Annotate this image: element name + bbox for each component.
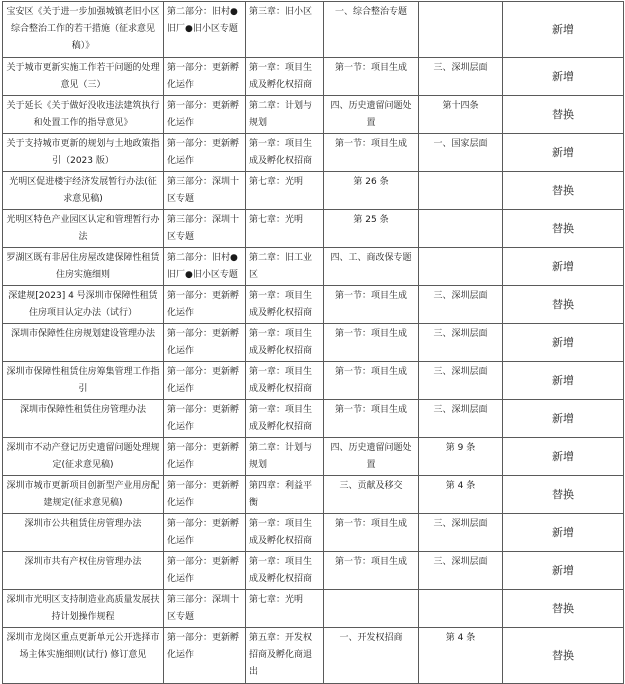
part-cell: 第二部分：旧村●旧厂●旧小区专题 — [164, 248, 246, 286]
section-cell: 第一节：项目生成 — [324, 134, 419, 172]
part-cell: 第一部分：更新孵化运作 — [164, 552, 246, 590]
status-cell: 新增 — [503, 134, 624, 172]
item-cell — [419, 248, 503, 286]
status-cell: 新增 — [503, 58, 624, 96]
status-cell: 新增 — [503, 324, 624, 362]
table-row — [3, 96, 624, 134]
part-cell: 第一部分：更新孵化运作 — [164, 286, 246, 324]
item-cell: 三、深圳层面 — [419, 400, 503, 438]
chapter-cell: 第一章：项目生成及孵化权招商 — [246, 400, 324, 438]
part-cell: 第一部分：更新孵化运作 — [164, 476, 246, 514]
part-cell: 第一部分：更新孵化运作 — [164, 400, 246, 438]
chapter-cell: 第一章：项目生成及孵化权招商 — [246, 286, 324, 324]
status-cell: 替换 — [503, 628, 624, 684]
chapter-cell: 第二章：旧工业区 — [246, 248, 324, 286]
chapter-cell: 第三章：旧小区 — [246, 2, 324, 58]
table-row — [3, 172, 624, 210]
table-row — [3, 58, 624, 96]
item-cell: 第十四条 — [419, 96, 503, 134]
part-cell: 第一部分：更新孵化运作 — [164, 324, 246, 362]
section-cell: 第一节：项目生成 — [324, 324, 419, 362]
law-name-cell: 深圳市龙岗区重点更新单元公开选择市场主体实施细则(试行) 修订意见 — [3, 628, 164, 684]
law-name-cell: 深圳市保障性租赁住房筹集管理工作指引 — [3, 362, 164, 400]
part-cell: 第一部分：更新孵化运作 — [164, 362, 246, 400]
status-cell: 新增 — [503, 248, 624, 286]
section-cell: 第一节：项目生成 — [324, 400, 419, 438]
status-cell: 替换 — [503, 210, 624, 248]
law-name-cell: 宝安区《关于进一步加强城镇老旧小区综合整治工作的若干措施（征求意见稿）》 — [3, 2, 164, 58]
part-cell: 第三部分：深圳十区专题 — [164, 172, 246, 210]
item-cell: 第 4 条 — [419, 476, 503, 514]
law-name-cell: 关于延长《关于做好没收违法建筑执行和处置工作的指导意见》 — [3, 96, 164, 134]
item-cell: 三、深圳层面 — [419, 514, 503, 552]
law-name-cell: 光明区特色产业园区认定和管理暂行办法 — [3, 210, 164, 248]
status-cell: 新增 — [503, 552, 624, 590]
chapter-cell: 第七章：光明 — [246, 172, 324, 210]
law-name-cell: 深圳市保障性租赁住房管理办法 — [3, 400, 164, 438]
chapter-cell: 第一章：项目生成及孵化权招商 — [246, 58, 324, 96]
chapter-cell: 第四章：利益平衡 — [246, 476, 324, 514]
chapter-cell: 第二章：计划与规划 — [246, 96, 324, 134]
law-name-cell: 深圳市公共租赁住房管理办法 — [3, 514, 164, 552]
part-cell: 第一部分：更新孵化运作 — [164, 134, 246, 172]
status-cell: 替换 — [503, 476, 624, 514]
section-cell: 第一节：项目生成 — [324, 362, 419, 400]
table-row — [3, 400, 624, 438]
law-name-cell: 深圳市光明区支持制造业高质量发展扶持计划操作规程 — [3, 590, 164, 628]
table-row — [3, 628, 624, 684]
item-cell: 第 4 条 — [419, 628, 503, 684]
part-cell: 第一部分：更新孵化运作 — [164, 514, 246, 552]
item-cell: 三、深圳层面 — [419, 362, 503, 400]
law-name-cell: 关于城市更新实施工作若干问题的处理意见（三） — [3, 58, 164, 96]
part-cell: 第一部分：更新孵化运作 — [164, 438, 246, 476]
section-cell: 三、贡献及移交 — [324, 476, 419, 514]
status-cell: 替换 — [503, 590, 624, 628]
law-name-cell: 罗湖区既有非居住房屋改建保障性租赁住房实施细则 — [3, 248, 164, 286]
table-row — [3, 134, 624, 172]
status-cell: 替换 — [503, 286, 624, 324]
chapter-cell: 第一章：项目生成及孵化权招商 — [246, 362, 324, 400]
table-row — [3, 324, 624, 362]
chapter-cell: 第五章：开发权招商及孵化商退出 — [246, 628, 324, 684]
section-cell: 第一节：项目生成 — [324, 286, 419, 324]
table-row — [3, 514, 624, 552]
table-row — [3, 362, 624, 400]
chapter-cell: 第一章：项目生成及孵化权招商 — [246, 552, 324, 590]
section-cell: 第 25 条 — [324, 210, 419, 248]
section-cell: 第一节：项目生成 — [324, 58, 419, 96]
status-cell: 替换 — [503, 172, 624, 210]
item-cell: 三、深圳层面 — [419, 552, 503, 590]
law-name-cell: 关于支持城市更新的规划与土地政策指引（2023 版） — [3, 134, 164, 172]
item-cell: 一、国家层面 — [419, 134, 503, 172]
table-row — [3, 210, 624, 248]
part-cell: 第二部分：旧村●旧厂●旧小区专题 — [164, 2, 246, 58]
chapter-cell: 第一章：项目生成及孵化权招商 — [246, 324, 324, 362]
law-name-cell: 深圳市保障性住房规划建设管理办法 — [3, 324, 164, 362]
law-name-cell: 光明区促进楼宇经济发展暂行办法(征求意见稿) — [3, 172, 164, 210]
status-cell: 替换 — [503, 96, 624, 134]
table-row — [3, 2, 624, 58]
status-cell: 新增 — [503, 400, 624, 438]
table-row — [3, 286, 624, 324]
table-row — [3, 248, 624, 286]
chapter-cell: 第一章：项目生成及孵化权招商 — [246, 134, 324, 172]
part-cell: 第一部分：更新孵化运作 — [164, 628, 246, 684]
law-name-cell: 深圳市共有产权住房管理办法 — [3, 552, 164, 590]
table-row — [3, 438, 624, 476]
table-row — [3, 590, 624, 628]
section-cell — [324, 590, 419, 628]
chapter-cell: 第二章：计划与规划 — [246, 438, 324, 476]
status-cell: 新增 — [503, 514, 624, 552]
law-name-cell: 深圳市城市更新项目创新型产业用房配建规定(征求意见稿) — [3, 476, 164, 514]
section-cell: 四、历史遗留问题处置 — [324, 438, 419, 476]
section-cell: 第 26 条 — [324, 172, 419, 210]
section-cell: 一、开发权招商 — [324, 628, 419, 684]
section-cell: 四、工、商改保专题 — [324, 248, 419, 286]
part-cell: 第一部分：更新孵化运作 — [164, 58, 246, 96]
item-cell — [419, 590, 503, 628]
law-name-cell: 深圳市不动产登记历史遗留问题处理规定(征求意见稿) — [3, 438, 164, 476]
part-cell: 第三部分：深圳十区专题 — [164, 590, 246, 628]
policy-table — [2, 1, 624, 684]
section-cell: 第一节：项目生成 — [324, 514, 419, 552]
status-cell: 新增 — [503, 362, 624, 400]
part-cell: 第三部分：深圳十区专题 — [164, 210, 246, 248]
section-cell: 四、历史遗留问题处置 — [324, 96, 419, 134]
item-cell: 三、深圳层面 — [419, 58, 503, 96]
part-cell: 第一部分：更新孵化运作 — [164, 96, 246, 134]
item-cell: 三、深圳层面 — [419, 286, 503, 324]
item-cell — [419, 210, 503, 248]
law-name-cell: 深建规[2023] 4 号深圳市保障性租赁住房项目认定办法（试行） — [3, 286, 164, 324]
item-cell: 三、深圳层面 — [419, 324, 503, 362]
status-cell: 新增 — [503, 438, 624, 476]
chapter-cell: 第一章：项目生成及孵化权招商 — [246, 514, 324, 552]
policy-table-body — [3, 2, 624, 684]
status-cell: 新增 — [503, 2, 624, 58]
item-cell — [419, 172, 503, 210]
section-cell: 第一节：项目生成 — [324, 552, 419, 590]
item-cell: 第 9 条 — [419, 438, 503, 476]
table-row — [3, 476, 624, 514]
table-row — [3, 552, 624, 590]
item-cell — [419, 2, 503, 58]
chapter-cell: 第七章：光明 — [246, 210, 324, 248]
section-cell: 一、综合整治专题 — [324, 2, 419, 58]
chapter-cell: 第七章：光明 — [246, 590, 324, 628]
